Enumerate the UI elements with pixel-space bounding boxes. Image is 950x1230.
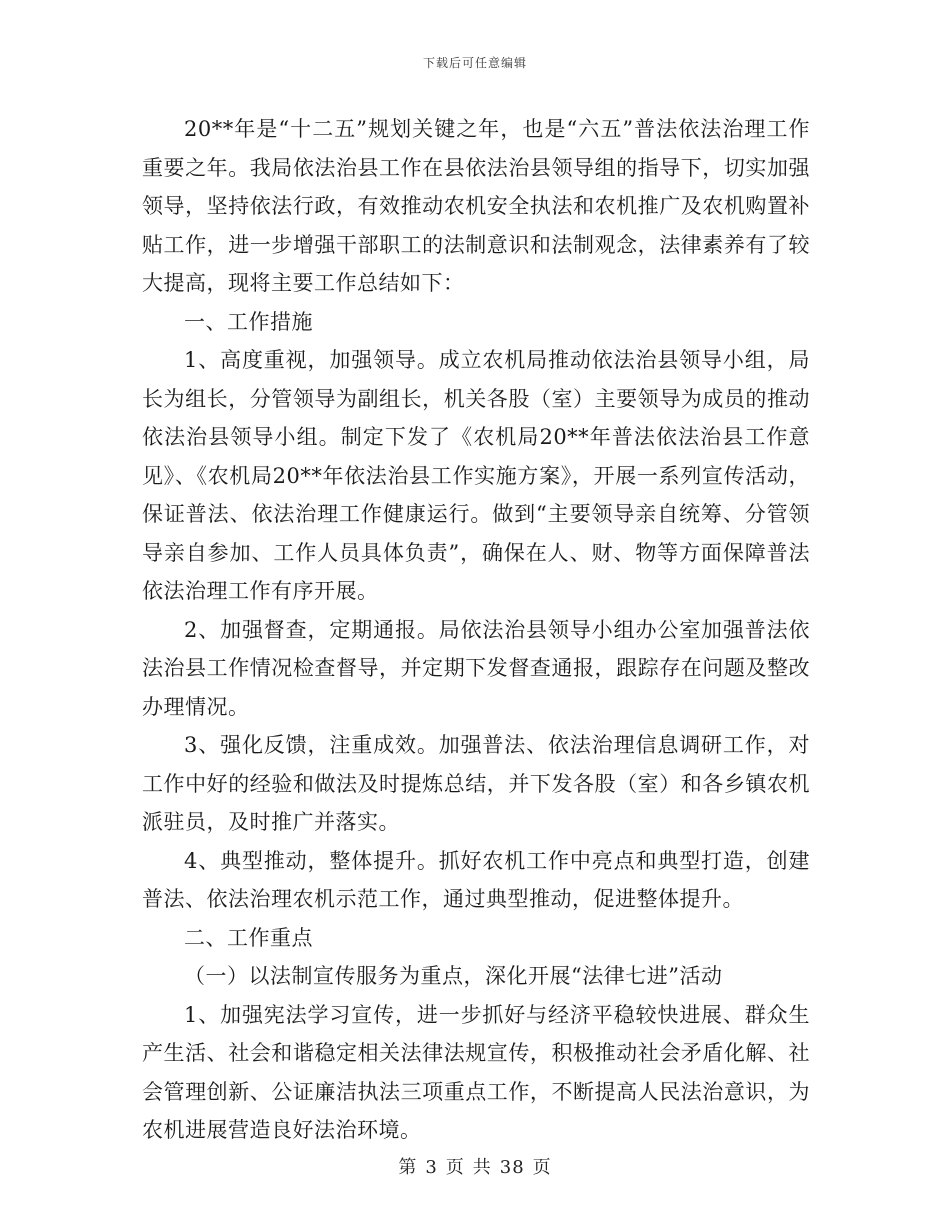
paragraph-measure-2: 2、加强督查，定期通报。局依法治县领导小组办公室加强普法依法治县工作情况检查督导，并定期下发督查通报，跟踪存在问题及整改办理情况。 [142, 617, 810, 719]
footer-current-page: 3 [425, 1157, 438, 1178]
section-heading-focus: 二、工作重点 [184, 925, 313, 950]
footer-page-word: 页 [445, 1157, 465, 1178]
paragraph-intro: 20**年是“十二五”规划关键之年，也是“六五”普法依法治理工作重要之年。我局依法治县工作在县依法治县领导组的指导下，切实加强领导，坚持依法行政，有效推动农机安全执法和农机推广及农机购置补贴工作，进一步增强干部职工的法制意识和法制观念，法律素养有了较大提高，现将主要工作总结如下： [142, 117, 810, 295]
footer-suffix: 页 [532, 1157, 552, 1178]
paragraph-focus-1: 1、加强宪法学习宣传，进一步抓好与经济平稳较快进展、群众生产生活、社会和谐稳定相关法律法规宣传，积极推动社会矛盾化解、社会管理创新、公证廉洁执法三项重点工作，不断提高人民法治意识，为农机进展营造良好法治环境。 [142, 1002, 810, 1142]
paragraph-measure-4: 4、典型推动，整体提升。抓好农机工作中亮点和典型打造，创建普法、依法治理农机示范工作，通过典型推动，促进整体提升。 [142, 848, 810, 911]
page-footer [0, 1153, 950, 1179]
subsection-heading-publicity: （一）以法制宣传服务为重点，深化开展“法律七进”活动 [184, 964, 723, 988]
document-body [142, 110, 810, 1150]
paragraph-measure-1: 1、高度重视，加强领导。成立农机局推动依法治县领导小组，局长为组长，分管领导为副组长，机关各股（室）主要领导为成员的推动依法治县领导小组。制定下发了《农机局20**年普法依法治县工作意见》、《农机局20**年依法治县工作实施方案》，开展一系列宣传活动，保证普法、依法治理工作健康运行。做到“主要领导亲自统筹、分管领导亲自参加、工作人员具体负责”，确保在人、财、物等方面保障普法依法治理工作有序开展。 [142, 348, 810, 603]
section-heading-measures: 一、工作措施 [184, 309, 313, 334]
footer-prefix: 第 [398, 1157, 418, 1178]
footer-total-pages: 38 [499, 1157, 525, 1178]
page-header: 下载后可任意编辑 [422, 56, 527, 70]
footer-total-word: 共 [472, 1157, 492, 1178]
paragraph-measure-3: 3、强化反馈，注重成效。加强普法、依法治理信息调研工作，对工作中好的经验和做法及时提炼总结，并下发各股（室）和各乡镇农机派驻员，及时推广并落实。 [142, 733, 810, 834]
